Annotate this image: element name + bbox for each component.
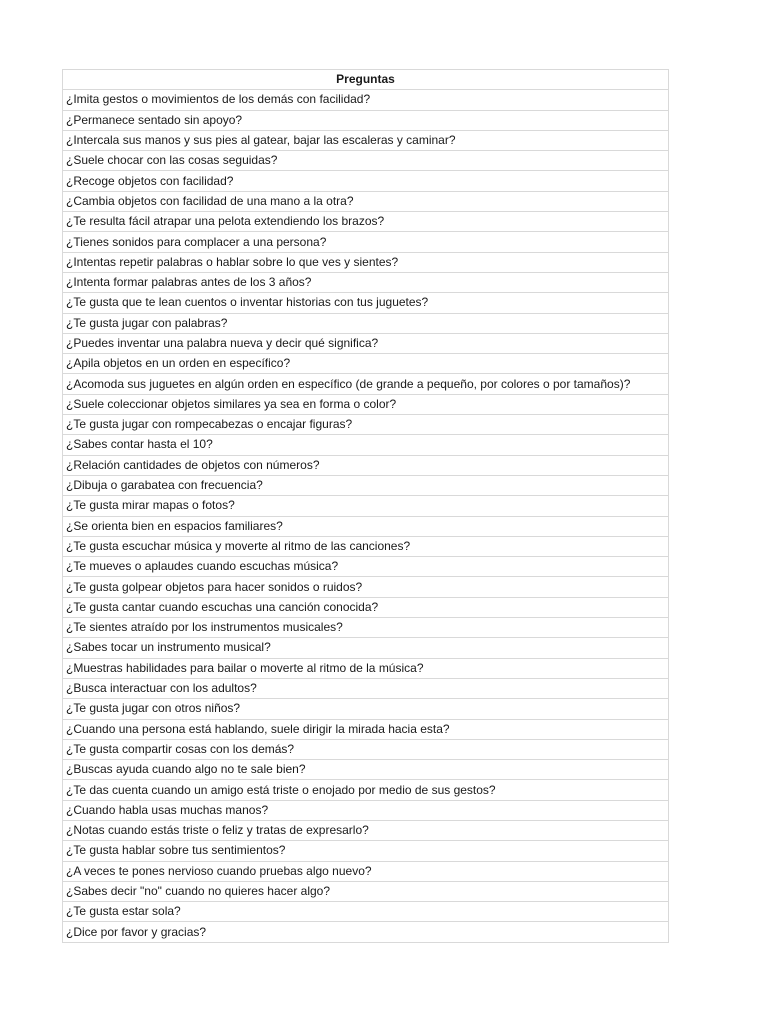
table-row (63, 252, 669, 272)
table-row (63, 881, 669, 901)
question-cell: ¿Muestras habilidades para bailar o moverte al ritmo de la música? (63, 658, 669, 678)
table-row (63, 678, 669, 698)
question-cell: ¿Te gusta jugar con otros niños? (63, 699, 669, 719)
table-row (63, 841, 669, 861)
table-row (63, 374, 669, 394)
question-cell: ¿Buscas ayuda cuando algo no te sale bien? (63, 760, 669, 780)
table-row (63, 293, 669, 313)
table-row (63, 800, 669, 820)
table-row (63, 333, 669, 353)
questions-sheet (62, 69, 669, 943)
question-cell: ¿Busca interactuar con los adultos? (63, 678, 669, 698)
question-cell: ¿Dibuja o garabatea con frecuencia? (63, 475, 669, 495)
table-row (63, 151, 669, 171)
question-cell: ¿Suele coleccionar objetos similares ya sea en forma o color? (63, 394, 669, 414)
table-row (63, 90, 669, 110)
question-cell: ¿Sabes tocar un instrumento musical? (63, 638, 669, 658)
question-cell: ¿Te mueves o aplaudes cuando escuchas música? (63, 557, 669, 577)
questions-table (62, 69, 669, 943)
question-cell: ¿Dice por favor y gracias? (63, 922, 669, 942)
question-cell: ¿Puedes inventar una palabra nueva y decir qué significa? (63, 333, 669, 353)
question-cell: ¿Relación cantidades de objetos con números? (63, 455, 669, 475)
table-row (63, 638, 669, 658)
question-cell: ¿Te das cuenta cuando un amigo está triste o enojado por medio de sus gestos? (63, 780, 669, 800)
table-row (63, 760, 669, 780)
question-cell: ¿Cambia objetos con facilidad de una mano a la otra? (63, 191, 669, 211)
question-cell: ¿Apila objetos en un orden en específico? (63, 354, 669, 374)
table-row (63, 699, 669, 719)
table-row (63, 272, 669, 292)
table-row (63, 536, 669, 556)
table-row (63, 313, 669, 333)
question-cell: ¿Sabes decir "no" cuando no quieres hacer algo? (63, 881, 669, 901)
question-cell: ¿Te gusta que te lean cuentos o inventar historias con tus juguetes? (63, 293, 669, 313)
table-row (63, 658, 669, 678)
table-row (63, 861, 669, 881)
question-cell: ¿Acomoda sus juguetes en algún orden en específico (de grande a pequeño, por colores o por tamaños)? (63, 374, 669, 394)
question-cell: ¿Imita gestos o movimientos de los demás con facilidad? (63, 90, 669, 110)
question-cell: ¿Te resulta fácil atrapar una pelota extendiendo los brazos? (63, 212, 669, 232)
question-cell: ¿Cuando habla usas muchas manos? (63, 800, 669, 820)
table-row (63, 902, 669, 922)
table-row (63, 354, 669, 374)
question-cell: ¿Te gusta hablar sobre tus sentimientos? (63, 841, 669, 861)
question-cell: ¿Intercala sus manos y sus pies al gatear, bajar las escaleras y caminar? (63, 130, 669, 150)
table-row (63, 212, 669, 232)
questions-table-body (63, 90, 669, 942)
table-row (63, 130, 669, 150)
table-row (63, 394, 669, 414)
question-cell: ¿Te gusta cantar cuando escuchas una canción conocida? (63, 597, 669, 617)
table-row (63, 415, 669, 435)
question-cell: ¿Cuando una persona está hablando, suele dirigir la mirada hacia esta? (63, 719, 669, 739)
table-row (63, 475, 669, 495)
question-cell: ¿Te gusta escuchar música y moverte al ritmo de las canciones? (63, 536, 669, 556)
question-cell: ¿Tienes sonidos para complacer a una persona? (63, 232, 669, 252)
question-cell: ¿Recoge objetos con facilidad? (63, 171, 669, 191)
question-cell: ¿Te gusta compartir cosas con los demás? (63, 739, 669, 759)
question-cell: ¿Te sientes atraído por los instrumentos musicales? (63, 618, 669, 638)
question-cell: ¿Te gusta jugar con rompecabezas o encajar figuras? (63, 415, 669, 435)
question-cell: ¿Notas cuando estás triste o feliz y tratas de expresarlo? (63, 820, 669, 840)
table-row (63, 516, 669, 536)
table-row (63, 232, 669, 252)
table-row (63, 820, 669, 840)
question-cell: ¿Intentas repetir palabras o hablar sobre lo que ves y sientes? (63, 252, 669, 272)
table-row (63, 435, 669, 455)
table-row (63, 557, 669, 577)
table-row (63, 618, 669, 638)
question-cell: ¿Te gusta jugar con palabras? (63, 313, 669, 333)
question-cell: ¿Te gusta golpear objetos para hacer sonidos o ruidos? (63, 577, 669, 597)
table-row (63, 496, 669, 516)
table-row (63, 739, 669, 759)
table-row (63, 455, 669, 475)
question-cell: ¿Te gusta estar sola? (63, 902, 669, 922)
table-row (63, 577, 669, 597)
table-row (63, 191, 669, 211)
question-cell: ¿Intenta formar palabras antes de los 3 años? (63, 272, 669, 292)
table-row (63, 171, 669, 191)
header-row (63, 70, 669, 90)
question-cell: ¿Permanece sentado sin apoyo? (63, 110, 669, 130)
question-cell: ¿Te gusta mirar mapas o fotos? (63, 496, 669, 516)
table-row (63, 110, 669, 130)
question-cell: ¿A veces te pones nervioso cuando pruebas algo nuevo? (63, 861, 669, 881)
question-cell: ¿Suele chocar con las cosas seguidas? (63, 151, 669, 171)
table-row (63, 597, 669, 617)
table-row (63, 780, 669, 800)
column-header-preguntas: Preguntas (63, 70, 669, 90)
question-cell: ¿Se orienta bien en espacios familiares? (63, 516, 669, 536)
table-row (63, 922, 669, 942)
table-row (63, 719, 669, 739)
question-cell: ¿Sabes contar hasta el 10? (63, 435, 669, 455)
